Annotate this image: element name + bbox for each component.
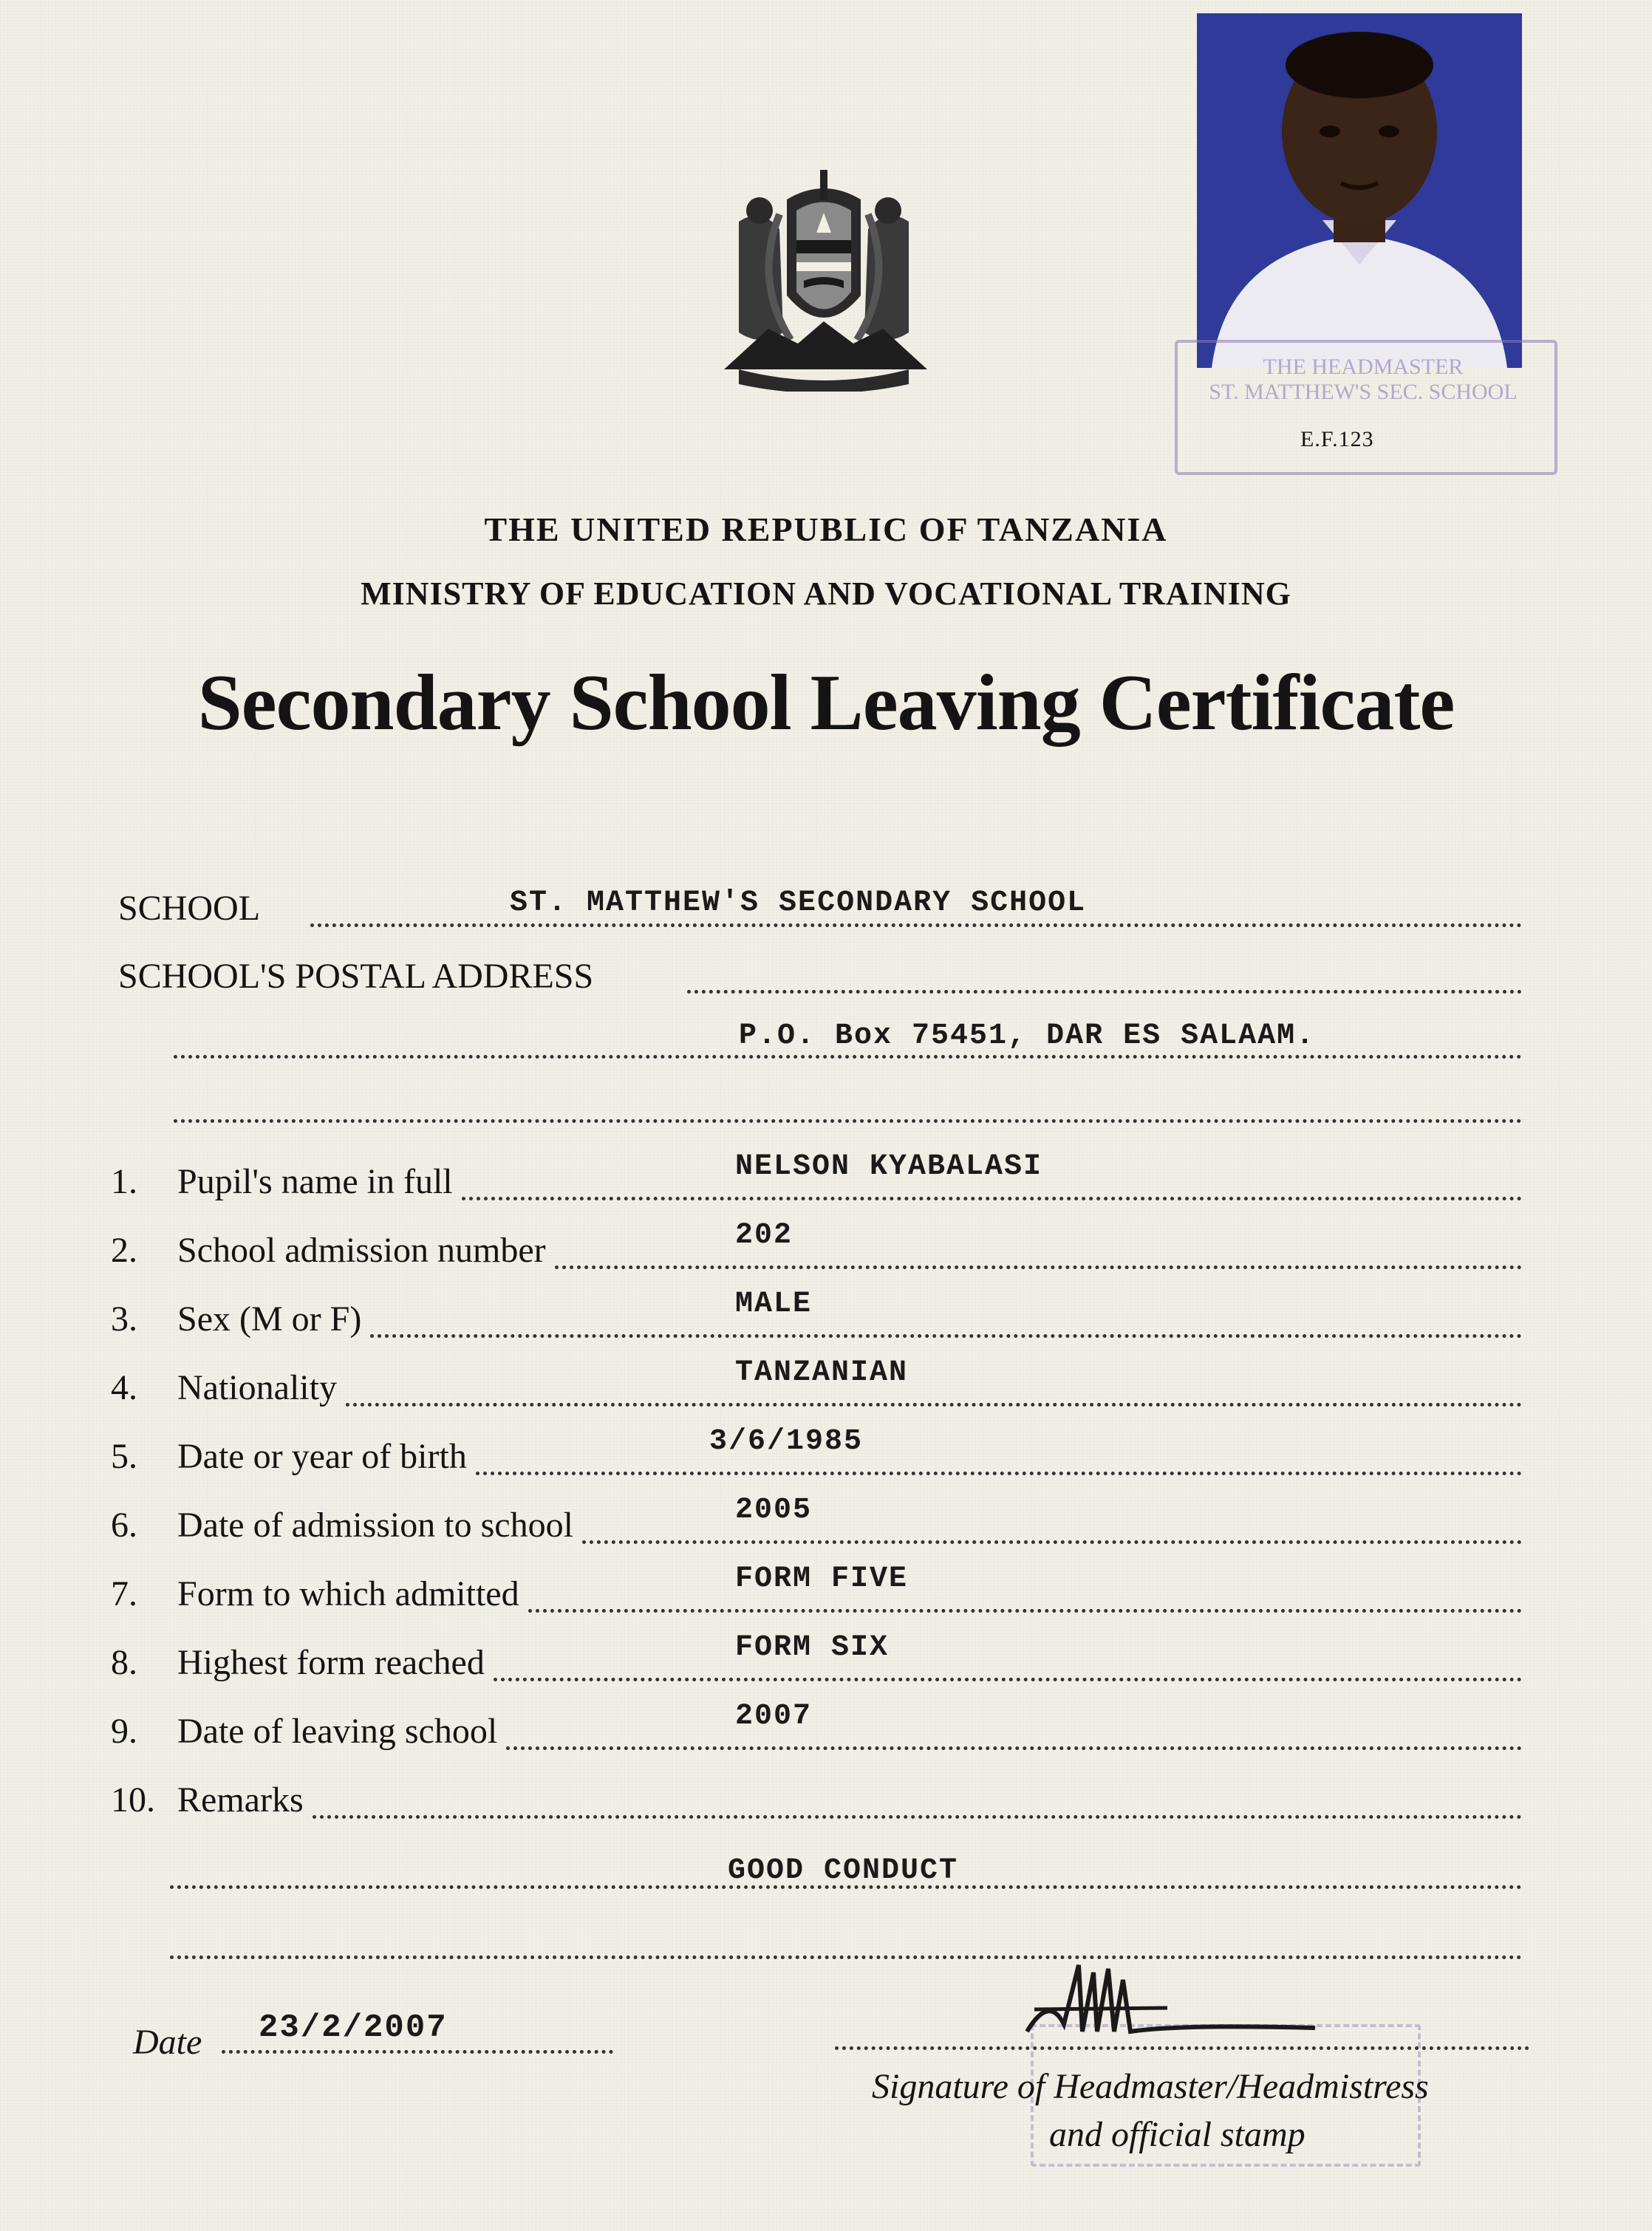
field-dotted-line	[370, 1334, 1522, 1338]
republic-heading: THE UNITED REPUBLIC OF TANZANIA	[484, 510, 1168, 548]
field-value: FORM FIVE	[735, 1562, 909, 1596]
postal-address-value: P.O. Box 75451, DAR ES SALAAM.	[739, 1019, 1316, 1053]
field-label: Date of leaving school	[177, 1712, 498, 1751]
date-label: Date	[133, 2023, 202, 2062]
signature-icon	[1020, 1950, 1330, 2054]
field-number: 10.	[111, 1780, 155, 1820]
field-number: 9.	[111, 1712, 137, 1751]
stamp-line-1: THE HEADMASTER	[1263, 355, 1464, 379]
field-value: 2007	[735, 1700, 813, 1733]
coat-of-arms-emblem	[709, 170, 938, 392]
postal-address-dotted-line-2	[174, 1055, 1522, 1059]
field-dotted-line	[476, 1472, 1522, 1475]
headmaster-signature	[1020, 1950, 1330, 2054]
field-label: Sex (M or F)	[177, 1299, 362, 1339]
field-label: Pupil's name in full	[177, 1162, 453, 1201]
field-label: Remarks	[177, 1780, 304, 1820]
field-value: 2005	[735, 1494, 813, 1527]
postal-address-dotted-line-3	[174, 1119, 1522, 1123]
ministry-heading: MINISTRY OF EDUCATION AND VOCATIONAL TRAINING	[361, 575, 1291, 612]
signature-dotted-line	[835, 2046, 1529, 2050]
stamp-line-2: ST. MATTHEW'S SEC. SCHOOL	[1209, 380, 1518, 404]
coat-of-arms-icon	[709, 170, 938, 392]
signature-caption-2: and official stamp	[1049, 2115, 1305, 2154]
field-value: NELSON KYABALASI	[735, 1150, 1043, 1183]
field-dotted-line	[494, 1678, 1522, 1681]
certificate-title: Secondary School Leaving Certificate	[197, 659, 1455, 747]
field-dotted-line	[506, 1746, 1522, 1750]
field-value: 202	[735, 1219, 793, 1252]
photo-code: E.F.123	[1300, 427, 1374, 451]
field-dotted-line	[582, 1540, 1522, 1544]
school-label: SCHOOL	[118, 889, 261, 928]
photo-stamp-text	[1197, 355, 1529, 405]
field-value: TANZANIAN	[735, 1356, 909, 1390]
field-dotted-line	[462, 1197, 1522, 1200]
field-value: MALE	[735, 1288, 813, 1321]
field-label: School admission number	[177, 1231, 546, 1270]
field-dotted-line	[555, 1265, 1522, 1269]
field-number: 1.	[111, 1162, 137, 1201]
postal-address-label: SCHOOL'S POSTAL ADDRESS	[118, 957, 594, 996]
field-label: Highest form reached	[177, 1643, 485, 1682]
field-number: 7.	[111, 1574, 137, 1613]
field-label: Date of admission to school	[177, 1506, 573, 1545]
field-label: Form to which admitted	[177, 1574, 519, 1613]
pupil-photo	[1197, 13, 1522, 368]
school-value: ST. MATTHEW'S SECONDARY SCHOOL	[510, 886, 1087, 920]
date-dotted-line	[222, 2050, 613, 2054]
field-number: 2.	[111, 1231, 137, 1270]
school-dotted-line	[310, 923, 1522, 927]
field-dotted-line	[528, 1609, 1522, 1613]
field-dotted-line	[313, 1815, 1522, 1819]
postal-address-dotted-line-1	[687, 990, 1522, 994]
signature-caption-1: Signature of Headmaster/Headmistress	[872, 2067, 1429, 2106]
date-value: 23/2/2007	[259, 2009, 448, 2046]
field-number: 8.	[111, 1643, 137, 1682]
field-value: 3/6/1985	[709, 1425, 864, 1458]
field-dotted-line	[346, 1403, 1522, 1407]
person-photo-icon	[1197, 13, 1522, 368]
field-number: 3.	[111, 1299, 137, 1339]
field-label: Date or year of birth	[177, 1437, 467, 1476]
field-value: FORM SIX	[735, 1631, 890, 1664]
field-number: 6.	[111, 1506, 137, 1545]
field-label: Nationality	[177, 1368, 337, 1407]
field-number: 4.	[111, 1368, 137, 1407]
remarks-continuation-line	[170, 1885, 1522, 1889]
field-number: 5.	[111, 1437, 137, 1476]
field-value: GOOD CONDUCT	[728, 1854, 959, 1887]
